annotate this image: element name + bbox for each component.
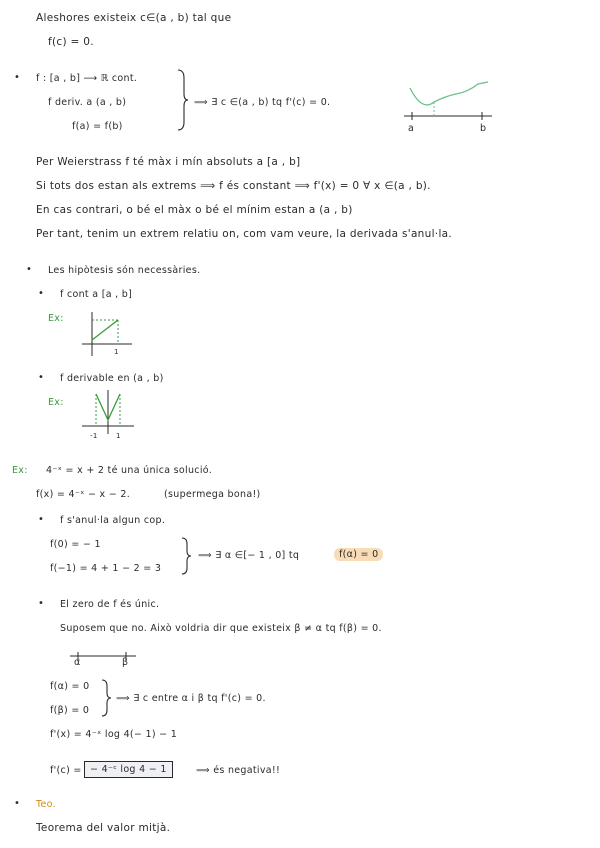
implication-line: ⟹ ∃ α ∈[− 1 , 0] tq <box>198 550 300 561</box>
text-line: Aleshores existeix c∈(a , b) tal que <box>36 12 232 24</box>
hypothesis-item: f derivable en (a , b) <box>60 373 164 384</box>
math-line: f(β) = 0 <box>50 705 90 716</box>
proof-line: Per Weierstrass f té màx i mín absoluts a [a , b] <box>36 156 301 168</box>
hypothesis-line: f(a) = f(b) <box>72 121 123 132</box>
bullet: • <box>38 288 44 299</box>
math-line: f'(c) = <box>50 765 82 776</box>
theorem-title: Teorema del valor mitjà. <box>36 822 171 834</box>
alpha-label: α <box>74 657 81 668</box>
math-line: f(α) = 0 <box>50 681 90 692</box>
axis-label-b: b <box>480 123 487 134</box>
implication-line: ⟹ ∃ c entre α i β tq f'(c) = 0. <box>116 693 266 704</box>
example-label: Ex: <box>12 465 28 476</box>
note: (supermega bona!) <box>164 489 261 500</box>
derivative-line: f'(x) = 4⁻ˣ log 4(− 1) − 1 <box>50 729 178 740</box>
tick-label: -1 <box>90 432 98 440</box>
right-brace <box>100 678 112 718</box>
tick-label: 1 <box>114 348 119 356</box>
hypothesis-line: f : [a , b] ⟶ ℝ cont. <box>36 73 138 84</box>
right-brace <box>180 536 192 576</box>
math-line: ⟹ és negativa!! <box>196 765 281 776</box>
bullet: • <box>38 372 44 383</box>
hypothesis-item: f cont a [a , b] <box>60 289 133 300</box>
bullet: • <box>38 514 44 525</box>
equation-line: 4⁻ˣ = x + 2 té una única solució. <box>46 465 213 476</box>
bullet-text: f s'anul·la algun cop. <box>60 515 166 526</box>
math-line: f(0) = − 1 <box>50 539 101 550</box>
hypothesis-line: f deriv. a (a , b) <box>48 97 127 108</box>
bullet: • <box>14 798 20 809</box>
hypotheses-title: Les hipòtesis són necessàries. <box>48 265 201 276</box>
bullet: • <box>14 72 20 83</box>
highlighted-result: f(α) = 0 <box>334 548 383 561</box>
theorem-label: Teo. <box>36 799 56 810</box>
math-line: f(−1) = 4 + 1 − 2 = 3 <box>50 563 162 574</box>
discontinuous-sketch <box>82 310 134 358</box>
bullet-text: El zero de f és únic. <box>60 599 160 610</box>
boxed-expression: − 4⁻ᶜ log 4 − 1 <box>84 761 173 778</box>
conclusion-line: ⟹ ∃ c ∈(a , b) tq f'(c) = 0. <box>194 97 331 108</box>
axis-label-a: a <box>408 123 415 134</box>
tick-label: 1 <box>116 432 121 440</box>
abs-value-sketch <box>82 386 136 436</box>
proof-line: Per tant, tenim un extrem relatiu on, com vam veure, la derivada s'anul·la. <box>36 228 453 240</box>
example-label: Ex: <box>48 313 64 324</box>
bullet: • <box>26 264 32 275</box>
right-brace <box>176 68 188 132</box>
text-line: Suposem que no. Això voldria dir que existeix β ≠ α tq f(β) = 0. <box>60 623 382 634</box>
proof-line: En cas contrari, o bé el màx o bé el mínim estan a (a , b) <box>36 204 353 216</box>
beta-label: β <box>122 657 129 668</box>
example-label: Ex: <box>48 397 64 408</box>
proof-line: Si tots dos estan als extrems ⟹ f és constant ⟹ f'(x) = 0 ∀ x ∈(a , b). <box>36 180 431 192</box>
text-line: f(c) = 0. <box>48 36 94 48</box>
function-definition: f(x) = 4⁻ˣ − x − 2. <box>36 489 131 500</box>
bullet: • <box>38 598 44 609</box>
